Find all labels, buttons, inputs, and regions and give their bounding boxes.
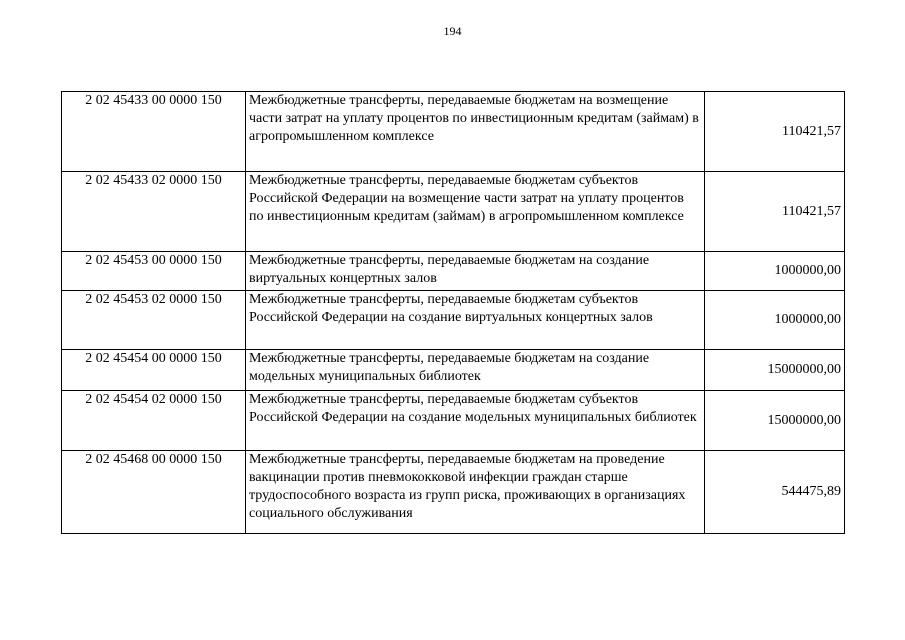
budget-code-cell: 2 02 45433 00 0000 150 bbox=[62, 92, 246, 172]
description-cell: Межбюджетные трансферты, передаваемые бюджетам субъектов Российской Федерации на возмещение части затрат на уплату процентов по инвестиционным кредитам (займам) в агропромышленном комплексе bbox=[246, 172, 705, 252]
table-row bbox=[62, 92, 845, 172]
amount-cell: 15000000,00 bbox=[705, 350, 845, 391]
description-cell: Межбюджетные трансферты, передаваемые бюджетам на создание модельных муниципальных библиотек bbox=[246, 350, 705, 391]
page-number: 194 bbox=[443, 24, 462, 38]
table-row bbox=[62, 291, 845, 350]
budget-code-cell: 2 02 45453 00 0000 150 bbox=[62, 252, 246, 291]
budget-code-cell: 2 02 45454 02 0000 150 bbox=[62, 391, 246, 451]
budget-code-cell: 2 02 45453 02 0000 150 bbox=[62, 291, 246, 350]
budget-table bbox=[61, 91, 845, 534]
amount-cell: 1000000,00 bbox=[705, 291, 845, 350]
budget-code-cell: 2 02 45454 00 0000 150 bbox=[62, 350, 246, 391]
amount-cell: 15000000,00 bbox=[705, 391, 845, 451]
table-row bbox=[62, 172, 845, 252]
table-row bbox=[62, 391, 845, 451]
description-cell: Межбюджетные трансферты, передаваемые бюджетам субъектов Российской Федерации на создание модельных муниципальных библиотек bbox=[246, 391, 705, 451]
budget-code-cell: 2 02 45468 00 0000 150 bbox=[62, 451, 246, 534]
amount-cell: 1000000,00 bbox=[705, 252, 845, 291]
amount-cell: 110421,57 bbox=[705, 172, 845, 252]
amount-cell: 110421,57 bbox=[705, 92, 845, 172]
amount-cell: 544475,89 bbox=[705, 451, 845, 534]
description-cell: Межбюджетные трансферты, передаваемые бюджетам субъектов Российской Федерации на создание виртуальных концертных залов bbox=[246, 291, 705, 350]
table-row bbox=[62, 451, 845, 534]
description-cell: Межбюджетные трансферты, передаваемые бюджетам на возмещение части затрат на уплату процентов по инвестиционным кредитам (займам) в агропромышленном комплексе bbox=[246, 92, 705, 172]
table-row bbox=[62, 252, 845, 291]
description-cell: Межбюджетные трансферты, передаваемые бюджетам на проведение вакцинации против пневмококковой инфекции граждан старше трудоспособного возраста из групп риска, проживающих в организациях социального обслуживания bbox=[246, 451, 705, 534]
table-row bbox=[62, 350, 845, 391]
budget-code-cell: 2 02 45433 02 0000 150 bbox=[62, 172, 246, 252]
description-cell: Межбюджетные трансферты, передаваемые бюджетам на создание виртуальных концертных залов bbox=[246, 252, 705, 291]
